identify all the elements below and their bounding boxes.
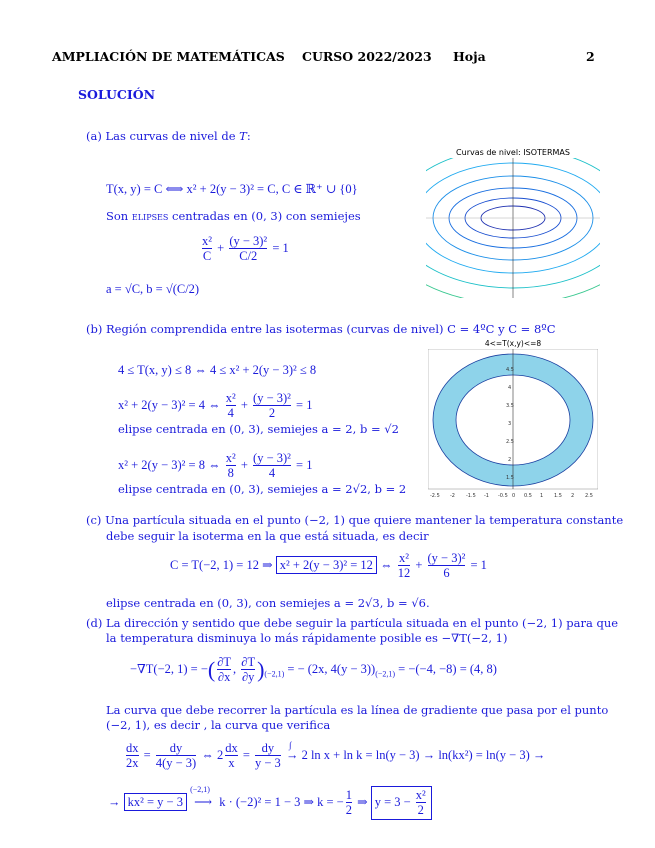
part-a-semiaxes: a = √C, b = √(C/2) (106, 282, 200, 296)
isotherm-plot-title: Curvas de nivel: ISOTERMAS (456, 148, 570, 157)
svg-text:-1: -1 (484, 493, 489, 499)
course-title: AMPLIACIÓN DE MATEMÁTICAS (52, 49, 285, 64)
svg-text:2.5: 2.5 (506, 439, 514, 445)
part-d-boxed-result: y = 3 − $\frac{\text{x²}}{2}$ (371, 786, 432, 820)
part-d-boxed-curve: kx² = y − 3 (124, 793, 187, 811)
part-c-line1: (c) Una partícula situada en el punto (−2, 1) que quiere mantener la temperatura constante (86, 513, 624, 527)
part-a-ellipse-desc: Son elipses centradas en (0, 3) con semiejes (106, 209, 361, 223)
part-b-ellipse-8-desc: elipse centrada en (0, 3), semiejes a = 2√2, b = 2 (118, 482, 407, 496)
solution-heading: SOLUCIÓN (78, 87, 156, 102)
svg-text:-1.5: -1.5 (466, 493, 476, 499)
svg-text:4.5: 4.5 (506, 367, 514, 373)
part-d-line1: (d) La dirección y sentido que debe seguir la partícula situada en el punto (−2, 1) para que (86, 616, 619, 630)
part-b-ellipse-4: x² + 2(y − 3)² = 4 ⇔ $\frac{\text{x²}}{4}$ + $\frac{\text{(y − 3)²}}{2}$ = 1 (118, 391, 313, 421)
svg-text:-2.5: -2.5 (430, 493, 440, 499)
svg-text:2: 2 (508, 457, 512, 463)
part-b-inequality: 4 ≤ T(x, y) ≤ 8 ⇔ 4 ≤ x² + 2(y − 3)² ≤ 8 (118, 363, 317, 377)
svg-text:3: 3 (508, 421, 512, 427)
part-b-ellipse-8: x² + 2(y − 3)² = 8 ⇔ $\frac{\text{x²}}{8}$ + $\frac{\text{(y − 3)²}}{4}$ = 1 (118, 451, 313, 481)
part-c-line2: debe seguir la isoterma en la que está situada, es decir (106, 529, 429, 543)
part-d-curve-line1: La curva que debe recorrer la partícula es la línea de gradiente que pasa por el punto (106, 703, 609, 717)
part-a-intro: (a) Las curvas de nivel de T: (86, 129, 251, 143)
part-d-solution: → kx² = y − 3 ⟶ (−2,1) k · (−2)² = 1 − 3 ⇒ k = − $\frac{1}{2}$ ⇒ y = 3 − $\frac{\text{x²}}{2}$ (108, 786, 432, 820)
svg-text:-0.5: -0.5 (498, 493, 508, 499)
part-d-ode: $\frac{dx}{2x}$ = $\frac{dy}{4(y - 3)}$ ⇔ 2 $\frac{dx}{x}$ = $\frac{dy}{y - 3}$ → ∫ 2 ln x + ln k = ln(y − 3) → ln(kx²) = ln(y − 3) → (126, 739, 546, 771)
region-plot-canvas (428, 349, 598, 499)
part-c-desc: elipse centrada en (0, 3), con semiejes a = 2√3, b = √6. (106, 596, 430, 610)
page-number: 2 (586, 49, 595, 64)
part-d-gradient: −∇T(−2, 1) = −( $\frac{\partial T}{\partial x}$ , $\frac{\partial T}{\partial y}$ )$_{(-2,1)}$ = − (2x, $4(y - 3))_{(-2,1)} = -(-4$, −8) = (4, 8) (130, 655, 497, 685)
course-year: CURSO 2022/2023 (302, 49, 432, 64)
region-plot (428, 339, 598, 499)
part-a-ellipse-equation: $\frac{\text{x²}}{C}$ + $\frac{\text{(y − 3)²}}{C/2}$ = 1 (202, 234, 289, 264)
isotherm-plot-canvas (426, 158, 600, 298)
sheet-label: Hoja (453, 49, 486, 64)
part-b-ellipse-4-desc: elipse centrada en (0, 3), semiejes a = 2, b = √2 (118, 422, 399, 436)
part-b-intro: (b) Región comprendida entre las isotermas (curvas de nivel) C = 4ºC y C = 8ºC (86, 322, 556, 336)
part-a-level-equation: T(x, y) = C ⟺ x² + 2(y − 3)² = C, C ∈ ℝ⁺ ∪ {0} (106, 182, 358, 196)
svg-text:2.5: 2.5 (585, 493, 593, 499)
part-c-equation: C = T(−2, 1) = 12 ⇒ x² + 2(y − 3)² = 12 ⇔ $\frac{\text{x²}}{12}$ + $\frac{\text{(y − 3)²}}{6}$ = 1 (170, 551, 487, 581)
svg-text:0.5: 0.5 (524, 493, 532, 499)
svg-text:4: 4 (508, 385, 512, 391)
part-d-line2: la temperatura disminuya lo más rápidamente posible es −∇T(−2, 1) (106, 631, 508, 645)
isotherm-plot (426, 148, 600, 298)
svg-text:1: 1 (540, 493, 544, 499)
svg-text:1.5: 1.5 (506, 475, 514, 481)
svg-text:0: 0 (512, 493, 516, 499)
part-d-curve-line2: (−2, 1), es decir , la curva que verifica (106, 718, 331, 732)
svg-text:3.5: 3.5 (506, 403, 514, 409)
svg-text:2: 2 (571, 493, 575, 499)
region-plot-title: 4<=T(x,y)<=8 (484, 339, 542, 348)
svg-text:1.5: 1.5 (554, 493, 562, 499)
part-c-boxed-isotherm: x² + 2(y − 3)² = 12 (276, 556, 377, 574)
svg-text:-2: -2 (450, 493, 455, 499)
